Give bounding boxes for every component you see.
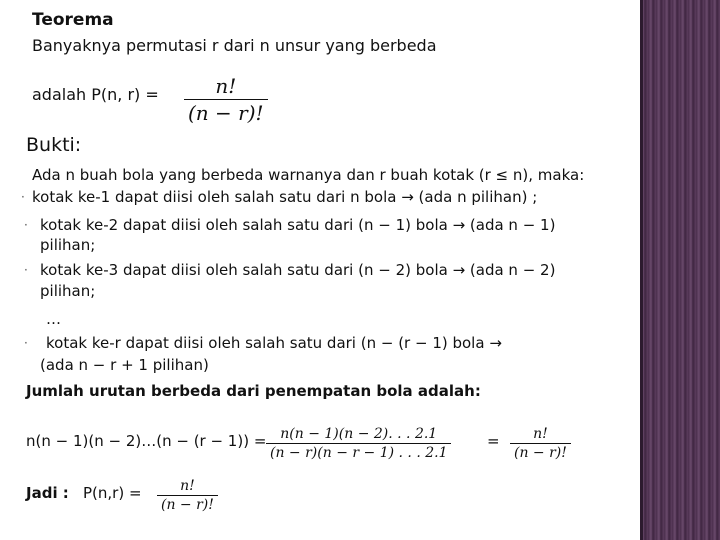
jadi-fraction bbox=[157, 478, 218, 513]
proof-item-1: kotak ke-1 dapat diisi oleh salah satu dari n bola → (ada n pilihan) ; bbox=[32, 188, 538, 206]
bullet-3: · bbox=[24, 263, 28, 277]
theorem-line-2: adalah P(n, r) = bbox=[32, 85, 159, 104]
equals-sign: = bbox=[487, 432, 500, 450]
result-fraction bbox=[510, 426, 571, 461]
theorem-title: Teorema bbox=[32, 10, 114, 30]
theorem-fraction-denominator: (n − r)! bbox=[184, 99, 268, 125]
bullet-4: · bbox=[24, 336, 28, 350]
product-expression: n(n − 1)(n − 2)…(n − (r − 1)) = bbox=[26, 432, 267, 450]
decorative-side-stripe bbox=[640, 0, 720, 540]
proof-item-4: kotak ke-r dapat diisi oleh salah satu dari (n − (r − 1) bola → bbox=[46, 334, 502, 352]
sum-label: Jumlah urutan berbeda dari penempatan bola adalah: bbox=[26, 382, 481, 400]
expanded-fraction bbox=[266, 426, 451, 461]
jadi-fraction-numerator: n! bbox=[180, 478, 195, 494]
stripe-edge bbox=[640, 0, 643, 540]
jadi-fraction-denominator: (n − r)! bbox=[157, 495, 218, 513]
bullet-1: · bbox=[21, 190, 25, 204]
theorem-fraction-numerator: n! bbox=[215, 74, 237, 98]
expanded-fraction-numerator: n(n − 1)(n − 2). . . 2.1 bbox=[280, 426, 438, 442]
proof-ellipsis: … bbox=[46, 310, 61, 328]
proof-item-2-cont: pilihan; bbox=[40, 236, 96, 254]
proof-item-4-cont: (ada n − r + 1 pilihan) bbox=[40, 356, 209, 374]
jadi-expression: P(n,r) = bbox=[83, 484, 142, 502]
proof-intro: Ada n buah bola yang berbeda warnanya dan r buah kotak (r ≤ n), maka: bbox=[32, 166, 585, 184]
theorem-fraction bbox=[184, 74, 268, 125]
proof-heading: Bukti: bbox=[26, 134, 82, 156]
jadi-label: Jadi : bbox=[26, 484, 69, 502]
theorem-line-1: Banyaknya permutasi r dari n unsur yang berbeda bbox=[32, 36, 437, 55]
expanded-fraction-denominator: (n − r)(n − r − 1) . . . 2.1 bbox=[266, 443, 451, 461]
proof-item-3: kotak ke-3 dapat diisi oleh salah satu dari (n − 2) bola → (ada n − 2) bbox=[40, 261, 556, 279]
result-fraction-denominator: (n − r)! bbox=[510, 443, 571, 461]
proof-item-2: kotak ke-2 dapat diisi oleh salah satu dari (n − 1) bola → (ada n − 1) bbox=[40, 216, 556, 234]
bullet-2: · bbox=[24, 218, 28, 232]
result-fraction-numerator: n! bbox=[533, 426, 548, 442]
proof-item-3-cont: pilihan; bbox=[40, 282, 96, 300]
